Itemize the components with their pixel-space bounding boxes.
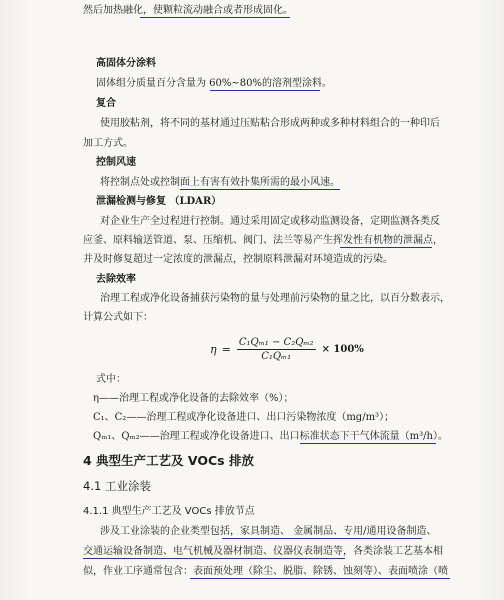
pen-underline-mark [83, 558, 345, 559]
text-line: 对企业生产全过程进行控制。通过采用固定或移动监测设备，定期监测各类反 [100, 216, 440, 227]
formula-eta: η [210, 342, 217, 356]
text-line: 将控制点处或控制面上有害有效扑集所需的最小风速。 [100, 177, 340, 188]
text-line: 似，作业工序通常包含：表面预处理（除尘、脱脂、除锈、蚀刻等）、表面喷涂（喷 [83, 566, 448, 577]
pen-underline-mark [190, 578, 450, 579]
text-line: 固体组分质量百分含量为 60%~80%的溶剂型涂料。 [96, 78, 333, 89]
text-line: 应釜、原料输送管道、泵、压缩机、阀门、法兰等易产生挥发性有机物的泄漏点， [83, 235, 443, 246]
text-line: 治理工程或净化设备捕获污染物的量与处理前污染物的量之比，以百分数表示， [100, 293, 450, 304]
text-line: 然后加热融化，使颗粒流动融合或者形成固化。 [83, 5, 293, 16]
formula-equals: = [221, 342, 231, 356]
definition-line: Qₘ₁、Qₘ₂——治理工程或净化设备进口、出口标准状态下干气体流量（m³/h）。 [93, 431, 448, 442]
subsection-heading: 4.1 工业涂装 [83, 479, 151, 493]
text-line: 计算公式如下： [83, 312, 153, 323]
pen-underline-mark [340, 247, 432, 248]
definition-line: η——治理工程或净化设备的去除效率（%）； [93, 393, 294, 404]
formula-fraction [237, 337, 316, 362]
pen-underline-mark [222, 538, 422, 539]
term-heading: 复合 [96, 98, 116, 109]
text-line: 使用胶粘剂，将不同的基材通过压贴粘合形成两种或多种材料组合的一种印后 [100, 118, 440, 129]
text-line: 加工方式。 [83, 138, 133, 149]
term-heading: 去除效率 [96, 274, 136, 285]
formula-times-100: × 100% [321, 343, 364, 355]
pen-underline-mark [300, 443, 436, 444]
subsubsection-heading: 4.1.1 典型生产工艺及 VOCs 排放节点 [83, 506, 255, 517]
term-heading: 控制风速 [96, 157, 136, 168]
formula-numerator: C₁Qₘ₁ − C₂Qₘ₂ [238, 336, 314, 348]
definition-line: C₁、C₂——治理工程或净化设备进口、出口污染物浓度（mg/m³）； [93, 412, 395, 423]
term-heading: 高固体分涂料 [96, 58, 156, 69]
pen-underline-mark [210, 90, 320, 91]
text-line: 式中： [96, 374, 126, 385]
pen-underline-mark [140, 17, 290, 18]
text-line: 涉及工业涂装的企业类型包括，家具制造、 金属制品、专用/通用设备制造、 [100, 526, 437, 537]
pen-underline-mark [180, 189, 340, 190]
text-line: 并及时修复超过一定浓度的泄漏点，控制原料泄漏对环境造成的污染。 [83, 254, 393, 265]
section-heading: 4 典型生产工艺及 VOCs 排放 [83, 453, 254, 468]
removal-efficiency-formula [210, 329, 364, 369]
formula-denominator: C₁Qₘ₁ [261, 350, 292, 362]
text-line: 交通运输设备制造、电气机械及器材制造、仪器仪表制造等，各类涂装工艺基本相 [83, 546, 443, 557]
term-heading: 泄漏检测与修复 （LDAR） [96, 196, 222, 207]
